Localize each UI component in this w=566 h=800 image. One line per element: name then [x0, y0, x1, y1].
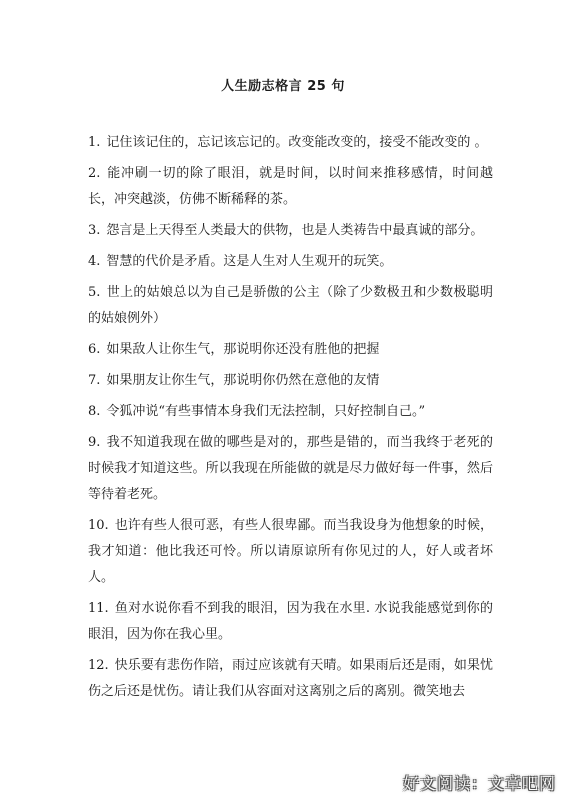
list-item — [88, 399, 493, 425]
item-text: 令狐冲说“有些事情本身我们无法控制，只好控制自己。” — [106, 404, 426, 419]
item-number: 1. — [88, 135, 101, 150]
list-item — [88, 337, 493, 363]
item-number: 6. — [88, 342, 101, 357]
item-text: 智慧的代价是矛盾。这是人生对人生观开的玩笑。 — [106, 254, 393, 269]
list-item — [88, 513, 493, 591]
item-number: 4. — [88, 254, 101, 269]
item-text: 如果敌人让你生气，那说明你还没有胜他的把握 — [106, 342, 380, 357]
list-item — [88, 653, 493, 705]
item-number: 10. — [88, 518, 109, 533]
item-number: 3. — [88, 223, 101, 238]
item-number: 5. — [88, 285, 101, 300]
item-text: 我不知道我现在做的哪些是对的，那些是错的，而当我终于老死的时候我才知道这些。所以我现在所能做的就是尽力做好每一件事，然后等待着老死。 — [88, 435, 493, 502]
document-title: 人生励志格言 25 句 — [221, 79, 345, 94]
item-text: 世上的姑娘总以为自己是骄傲的公主（除了少数极丑和少数极聪明的姑娘例外） — [88, 285, 493, 326]
list-item — [88, 218, 493, 244]
item-text: 如果朋友让你生气，那说明你仍然在意他的友情 — [106, 373, 380, 388]
item-number: 2. — [88, 166, 101, 181]
quote-list — [88, 130, 493, 710]
list-item — [88, 249, 493, 275]
list-item — [88, 430, 493, 508]
list-item — [88, 280, 493, 332]
item-text: 记住该记住的，忘记该忘记的。改变能改变的，接受不能改变的 。 — [106, 135, 488, 150]
item-text: 怨言是上天得至人类最大的供物，也是人类祷告中最真诚的部分。 — [106, 223, 484, 238]
item-text: 鱼对水说你看不到我的眼泪，因为我在水里. 水说我能感觉到你的眼泪，因为你在我心里。 — [88, 601, 493, 642]
item-text: 能冲刷一切的除了眼泪，就是时间，以时间来推移感情，时间越长，冲突越淡，仿佛不断稀释的茶。 — [88, 166, 493, 207]
list-item — [88, 368, 493, 394]
item-number: 11. — [88, 601, 109, 616]
item-number: 7. — [88, 373, 101, 388]
list-item — [88, 161, 493, 213]
item-number: 8. — [88, 404, 101, 419]
item-number: 12. — [88, 658, 109, 673]
site-watermark: 好文阅读：文章吧网 — [402, 774, 556, 793]
item-text: 也许有些人很可恶，有些人很卑鄙。而当我设身为他想象的时候，我才知道：他比我还可怜。所以请原谅所有你见过的人，好人或者坏人。 — [88, 518, 493, 585]
item-number: 9. — [88, 435, 101, 450]
list-item — [88, 596, 493, 648]
item-text: 快乐要有悲伤作陪，雨过应该就有天晴。如果雨后还是雨，如果忧伤之后还是忧伤。请让我们从容面对这离别之后的离别。微笑地去 — [88, 658, 493, 699]
list-item — [88, 130, 493, 156]
